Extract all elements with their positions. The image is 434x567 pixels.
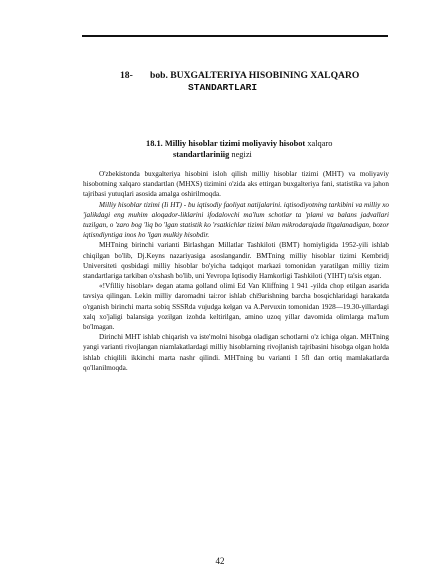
chapter-title-line2: STANDARTLARI (188, 82, 258, 93)
section-title-bold: 18.1. Milliy hisoblar tizimi moliyaviy hisobot (146, 139, 306, 148)
page-number: 42 (215, 556, 225, 566)
chapter-title (120, 70, 360, 94)
paragraph: MHTning birinchi varianti Birlashgan Millatlar Tashkiloti (BMT) homiyligida 1952-yili ishlab chiqilgan bo'lib, Dj.Keyns nazariyasiga asoslangandir. BMTning milliy hisoblar tizimi Kembridj Universiteti qosbidagi milliy hisoblar bo'yicha tadqiqot markazi tomonidan yaratilgan milliy tizim standartlariga tarkiban o'xshash bo'lib, uni Yevropa Iqtisodiy Hamkorligi Tashkiloti (YIHT) ta'sis etgan. (83, 241, 389, 281)
paragraph-definition: Milliy hisoblar tizimi (Ii HT) - bu iqtisodiy faoliyat natijalarini. iqtisodiyotning tarkibini va milliy xo 'jalikdagi eng muhim aloqador-liklarini ifodalovchi ma'lum schotlar ta 'plami va balans jadvallari tuzilgan, o 'zaro bog 'liq bo 'lgan statistik ko 'rsatkichlar tizimi bilan mikrodarajada litgalanadigan, bozor iqtisndiyntiga inos ho 'lgan mulkiy hisobdir. (83, 200, 389, 240)
paragraph: Dirinchi MHT ishlab chiqarish va iste'molni hisobga oladigan schotlarni o'z ichiga olgan. MHTning yangi varianti rivojlangan niamlakatlardagi milliy hisoblarning rivojlanish tajribasini hisobga olgan holda ishlab chiqilili ikkinchi marta nashr qilindi. MHTning bu varianti I 5fl dan ortiq mamlakatlarda qo'llanilmoqda. (83, 333, 389, 372)
section-title-rest: xalqaro (307, 139, 333, 148)
chapter-number: 18- (120, 70, 133, 81)
section-title-line2-bold: standartlariniig (173, 149, 230, 159)
chapter-title-line1: bob. BUXGALTERIYA HISOBINING XALQARO (150, 70, 360, 81)
section-title (146, 139, 376, 160)
header-rule (82, 35, 388, 37)
body-text (83, 169, 389, 373)
section-title-line2 (146, 150, 376, 161)
paragraph: O'zbekistonda buxgalteriya hisobini isloh qilish milliy hisoblar tizimi (MHT) va moliyaviy hisobotning xalqaro standartlan (MHXS) tizimini o'zida aks ettirgan buxgalteriya fani, statistika va jahon tajribasi yutuqlari asosida amalga oshirilmoqda. (83, 170, 389, 199)
section-title-line2-rest: negizi (231, 149, 252, 159)
paragraph: «!Vfilliy hisoblar» degan atama golland olimi Ed Van Kliffning 1 941 -yilda chop etilgan asarida tavsiya qilingan. Lekin milliy daromadni tai:ror ishlab chi9arishning barcha bosqichlaridagi harakatda o'rganish birinchi marta sobiq SSSRda vujudga kelgan va A.Pervuxin tomonidan 1928—19.30-yillardagi xalq xo'jaligi balansiga yozilgan izohda keltirilgan, amino uzoq yillar davomida olimlarga ma'lum bo'lmagan. (83, 282, 389, 332)
